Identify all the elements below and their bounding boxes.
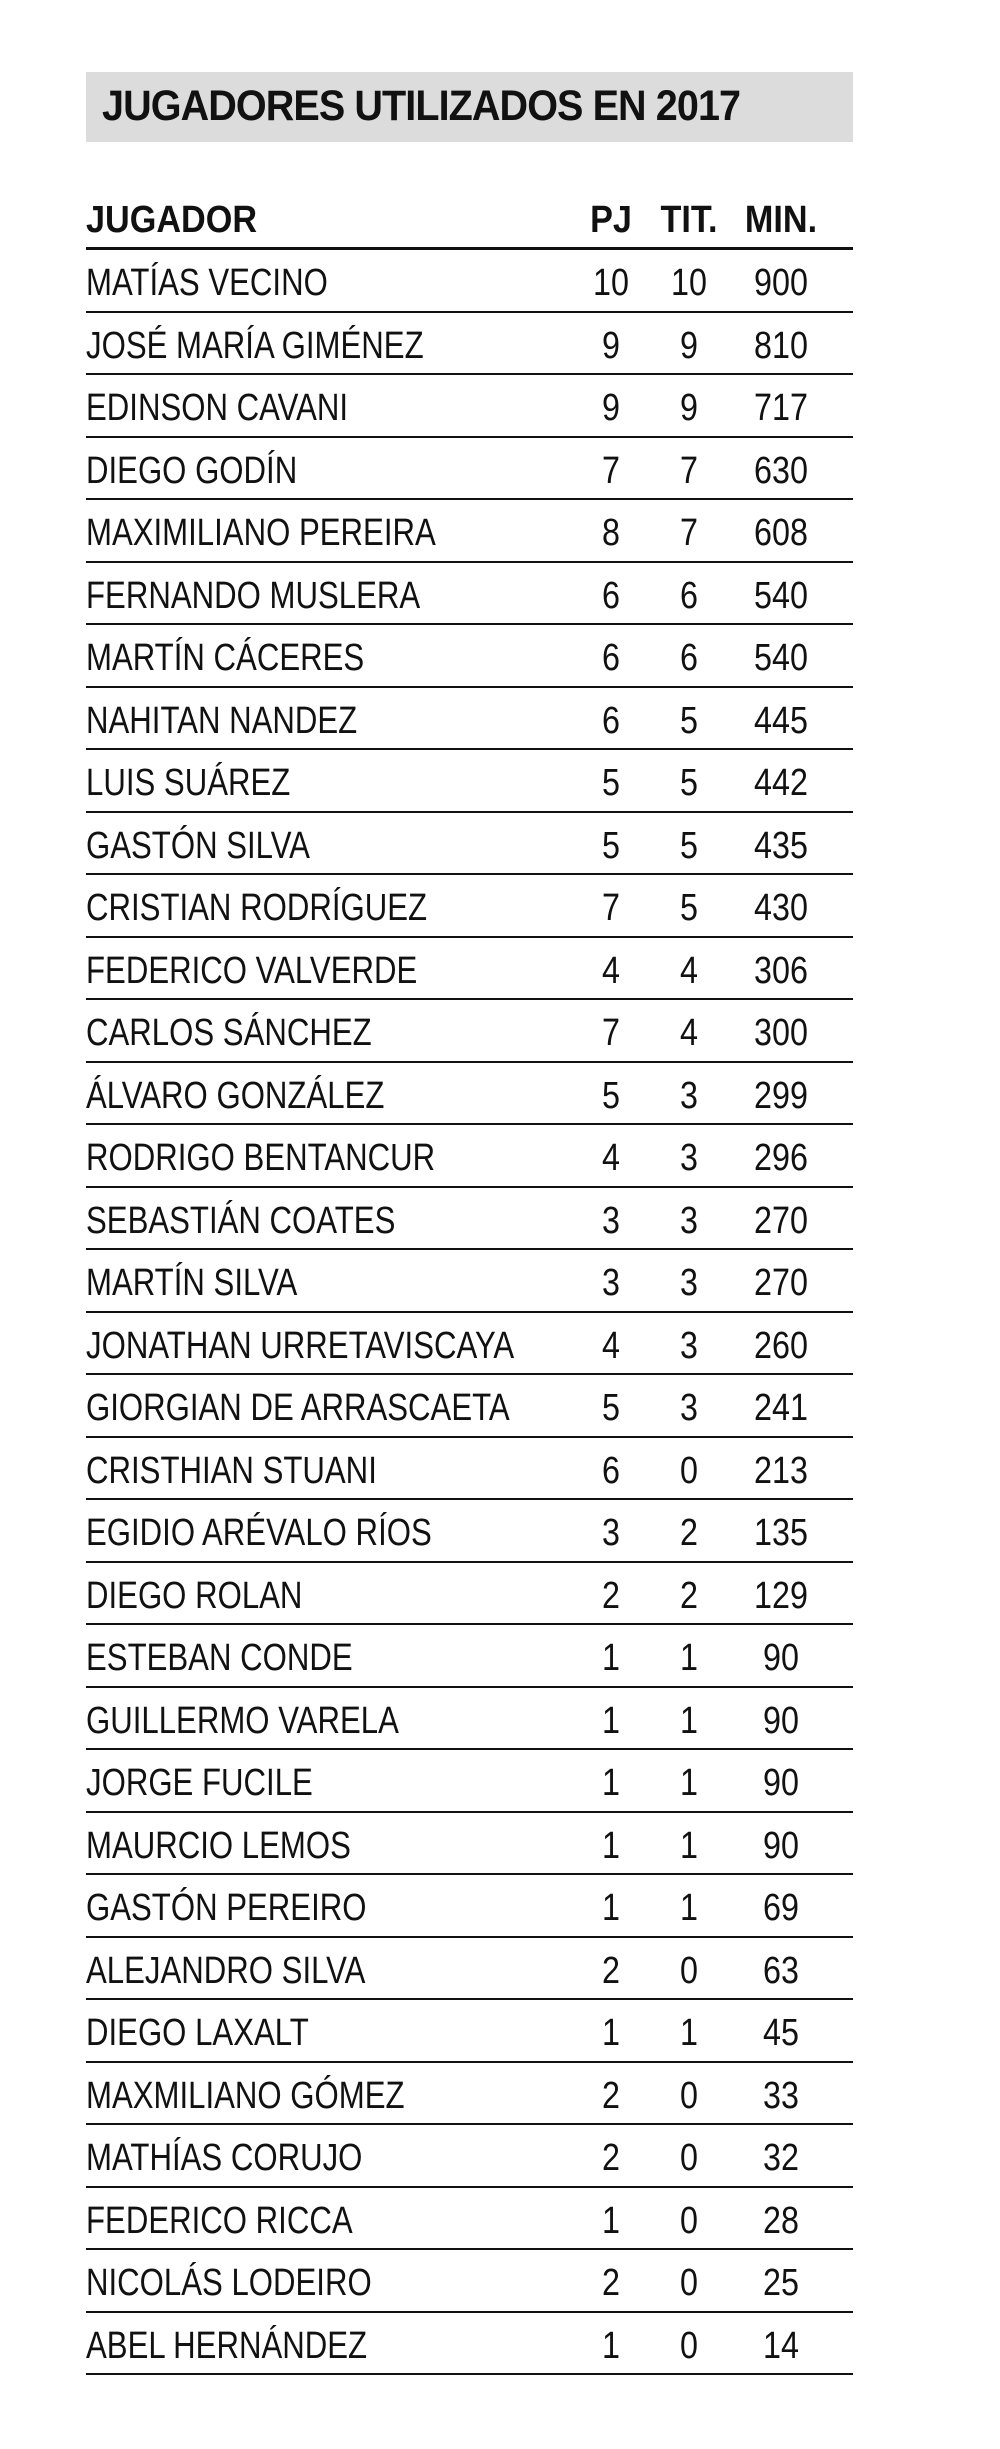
- header-min: MIN.: [744, 199, 818, 241]
- player-name-cell: FERNANDO MUSLERA: [86, 574, 421, 617]
- player-name-cell: CRISTIAN RODRÍGUEZ: [86, 887, 428, 929]
- pj-cell: 5: [602, 1387, 620, 1429]
- table-row: [86, 1750, 853, 1813]
- table-row: [86, 625, 853, 688]
- player-name-cell: NICOLÁS LODEIRO: [86, 2262, 372, 2304]
- pj-cell: 1: [602, 1762, 620, 1804]
- pj-cell: 7: [602, 449, 620, 492]
- header-tit: TIT.: [660, 199, 718, 241]
- min-cell: 90: [763, 1699, 799, 1742]
- player-name-cell: MAXMILIANO GÓMEZ: [86, 2074, 405, 2117]
- pj-cell: 5: [602, 762, 620, 804]
- pj-cell: 2: [602, 2137, 620, 2179]
- title-banner: [86, 72, 853, 142]
- min-cell: 540: [754, 637, 808, 679]
- tit-cell: 6: [680, 637, 698, 679]
- pj-cell: 1: [602, 2199, 620, 2242]
- min-cell: 33: [763, 2074, 799, 2117]
- tit-cell: 2: [680, 1512, 698, 1554]
- tit-cell: 1: [680, 1637, 698, 1679]
- tit-cell: 9: [680, 324, 698, 367]
- pj-cell: 6: [602, 1449, 620, 1492]
- tit-cell: 2: [680, 1574, 698, 1617]
- min-cell: 300: [754, 1012, 808, 1054]
- table-row: [86, 1938, 853, 2001]
- min-cell: 135: [754, 1512, 808, 1554]
- pj-cell: 2: [602, 1574, 620, 1617]
- pj-cell: 1: [602, 2324, 620, 2367]
- table-row: [86, 2000, 853, 2063]
- tit-cell: 3: [680, 1262, 698, 1304]
- player-name-cell: NAHITAN NANDEZ: [86, 699, 358, 742]
- min-cell: 608: [754, 512, 808, 554]
- tit-cell: 10: [671, 262, 707, 304]
- tit-cell: 9: [680, 387, 698, 429]
- table-row: [86, 875, 853, 938]
- player-name-cell: DIEGO GODÍN: [86, 449, 298, 492]
- player-name-cell: LUIS SUÁREZ: [86, 762, 291, 804]
- min-cell: 129: [754, 1574, 808, 1617]
- min-cell: 90: [763, 1762, 799, 1804]
- player-name-cell: SEBASTIÁN COATES: [86, 1199, 396, 1242]
- min-cell: 810: [754, 324, 808, 367]
- player-name-cell: MAURCIO LEMOS: [86, 1824, 351, 1867]
- table-row: [86, 1688, 853, 1751]
- min-cell: 306: [754, 949, 808, 992]
- player-name-cell: GASTÓN SILVA: [86, 824, 310, 867]
- min-cell: 540: [754, 574, 808, 617]
- player-name-cell: EDINSON CAVANI: [86, 387, 349, 429]
- table-row: [86, 1563, 853, 1626]
- tit-cell: 0: [680, 2324, 698, 2367]
- pj-cell: 4: [602, 1324, 620, 1367]
- tit-cell: 0: [680, 2262, 698, 2304]
- table-row: [86, 1625, 853, 1688]
- min-cell: 435: [754, 824, 808, 867]
- pj-cell: 7: [602, 887, 620, 929]
- min-cell: 32: [763, 2137, 799, 2179]
- pj-cell: 3: [602, 1512, 620, 1554]
- min-cell: 28: [763, 2199, 799, 2242]
- player-name-cell: DIEGO LAXALT: [86, 2012, 309, 2054]
- table-row: [86, 938, 853, 1001]
- table-row: [86, 438, 853, 501]
- tit-cell: 4: [680, 949, 698, 992]
- min-cell: 25: [763, 2262, 799, 2304]
- player-name-cell: MATÍAS VECINO: [86, 262, 328, 304]
- player-name-cell: ÁLVARO GONZÁLEZ: [86, 1074, 385, 1117]
- table-row: [86, 1250, 853, 1313]
- tit-cell: 5: [680, 699, 698, 742]
- players-table: [86, 193, 853, 2375]
- pj-cell: 1: [602, 1824, 620, 1867]
- tit-cell: 3: [680, 1324, 698, 1367]
- tit-cell: 1: [680, 1699, 698, 1742]
- tit-cell: 3: [680, 1199, 698, 1242]
- table-row: [86, 2125, 853, 2188]
- pj-cell: 2: [602, 2074, 620, 2117]
- player-name-cell: CARLOS SÁNCHEZ: [86, 1012, 372, 1054]
- player-name-cell: GASTÓN PEREIRO: [86, 1887, 367, 1929]
- player-name-cell: JORGE FUCILE: [86, 1762, 313, 1804]
- tit-cell: 3: [680, 1387, 698, 1429]
- min-cell: 14: [763, 2324, 799, 2367]
- table-row: [86, 500, 853, 563]
- pj-cell: 9: [602, 387, 620, 429]
- tit-cell: 5: [680, 887, 698, 929]
- table-row: [86, 375, 853, 438]
- table-row: [86, 688, 853, 751]
- player-name-cell: JOSÉ MARÍA GIMÉNEZ: [86, 324, 424, 367]
- header-jugador: JUGADOR: [86, 199, 258, 241]
- min-cell: 69: [763, 1887, 799, 1929]
- pj-cell: 6: [602, 574, 620, 617]
- pj-cell: 10: [593, 262, 629, 304]
- table-row: [86, 1500, 853, 1563]
- table-row: [86, 813, 853, 876]
- table-row: [86, 1125, 853, 1188]
- pj-cell: 8: [602, 512, 620, 554]
- player-name-cell: ABEL HERNÁNDEZ: [86, 2324, 368, 2367]
- table-title: JUGADORES UTILIZADOS EN 2017: [102, 82, 741, 130]
- header-pj: PJ: [590, 199, 632, 241]
- tit-cell: 4: [680, 1012, 698, 1054]
- min-cell: 299: [754, 1074, 808, 1117]
- table-row: [86, 1813, 853, 1876]
- table-row: [86, 1375, 853, 1438]
- pj-cell: 5: [602, 1074, 620, 1117]
- min-cell: 241: [754, 1387, 808, 1429]
- table-row: [86, 563, 853, 626]
- player-name-cell: FEDERICO VALVERDE: [86, 949, 418, 992]
- pj-cell: 6: [602, 637, 620, 679]
- player-name-cell: GIORGIAN DE ARRASCAETA: [86, 1387, 510, 1429]
- player-name-cell: JONATHAN URRETAVISCAYA: [86, 1324, 515, 1367]
- player-name-cell: MAXIMILIANO PEREIRA: [86, 512, 436, 554]
- min-cell: 213: [754, 1449, 808, 1492]
- pj-cell: 1: [602, 1637, 620, 1679]
- tit-cell: 7: [680, 512, 698, 554]
- pj-cell: 1: [602, 2012, 620, 2054]
- min-cell: 900: [754, 262, 808, 304]
- min-cell: 717: [754, 387, 808, 429]
- min-cell: 296: [754, 1137, 808, 1179]
- pj-cell: 1: [602, 1887, 620, 1929]
- player-name-cell: MATHÍAS CORUJO: [86, 2137, 363, 2179]
- table-row: [86, 2250, 853, 2313]
- min-cell: 90: [763, 1637, 799, 1679]
- player-name-cell: DIEGO ROLAN: [86, 1574, 303, 1617]
- player-name-cell: EGIDIO ARÉVALO RÍOS: [86, 1512, 432, 1554]
- player-name-cell: GUILLERMO VARELA: [86, 1699, 399, 1742]
- min-cell: 270: [754, 1262, 808, 1304]
- table-row: [86, 1875, 853, 1938]
- tit-cell: 5: [680, 824, 698, 867]
- pj-cell: 4: [602, 949, 620, 992]
- tit-cell: 6: [680, 574, 698, 617]
- player-name-cell: ESTEBAN CONDE: [86, 1637, 353, 1679]
- pj-cell: 3: [602, 1199, 620, 1242]
- tit-cell: 0: [680, 2137, 698, 2179]
- min-cell: 260: [754, 1324, 808, 1367]
- pj-cell: 6: [602, 699, 620, 742]
- tit-cell: 1: [680, 2012, 698, 2054]
- table-body: [86, 250, 853, 2375]
- min-cell: 45: [763, 2012, 799, 2054]
- tit-cell: 0: [680, 1949, 698, 1992]
- tit-cell: 0: [680, 2074, 698, 2117]
- pj-cell: 3: [602, 1262, 620, 1304]
- table-row: [86, 2313, 853, 2376]
- player-name-cell: MARTÍN CÁCERES: [86, 637, 365, 679]
- min-cell: 270: [754, 1199, 808, 1242]
- min-cell: 430: [754, 887, 808, 929]
- pj-cell: 7: [602, 1012, 620, 1054]
- tit-cell: 5: [680, 762, 698, 804]
- min-cell: 90: [763, 1824, 799, 1867]
- pj-cell: 2: [602, 2262, 620, 2304]
- player-name-cell: RODRIGO BENTANCUR: [86, 1137, 436, 1179]
- pj-cell: 2: [602, 1949, 620, 1992]
- table-row: [86, 750, 853, 813]
- min-cell: 63: [763, 1949, 799, 1992]
- table-row: [86, 1188, 853, 1251]
- tit-cell: 0: [680, 1449, 698, 1492]
- table-row: [86, 2188, 853, 2251]
- tit-cell: 0: [680, 2199, 698, 2242]
- player-name-cell: MARTÍN SILVA: [86, 1262, 298, 1304]
- table-row: [86, 1438, 853, 1501]
- tit-cell: 7: [680, 449, 698, 492]
- min-cell: 630: [754, 449, 808, 492]
- tit-cell: 1: [680, 1762, 698, 1804]
- tit-cell: 3: [680, 1074, 698, 1117]
- table-row: [86, 1313, 853, 1376]
- pj-cell: 4: [602, 1137, 620, 1179]
- table-row: [86, 1063, 853, 1126]
- player-name-cell: CRISTHIAN STUANI: [86, 1449, 377, 1492]
- tit-cell: 1: [680, 1824, 698, 1867]
- tit-cell: 3: [680, 1137, 698, 1179]
- pj-cell: 5: [602, 824, 620, 867]
- pj-cell: 1: [602, 1699, 620, 1742]
- player-name-cell: ALEJANDRO SILVA: [86, 1949, 366, 1992]
- table-row: [86, 2063, 853, 2126]
- table-row: [86, 313, 853, 376]
- table-row: [86, 1000, 853, 1063]
- tit-cell: 1: [680, 1887, 698, 1929]
- player-name-cell: FEDERICO RICCA: [86, 2199, 353, 2242]
- table-header: [86, 193, 853, 250]
- min-cell: 445: [754, 699, 808, 742]
- table-row: [86, 250, 853, 313]
- min-cell: 442: [754, 762, 808, 804]
- pj-cell: 9: [602, 324, 620, 367]
